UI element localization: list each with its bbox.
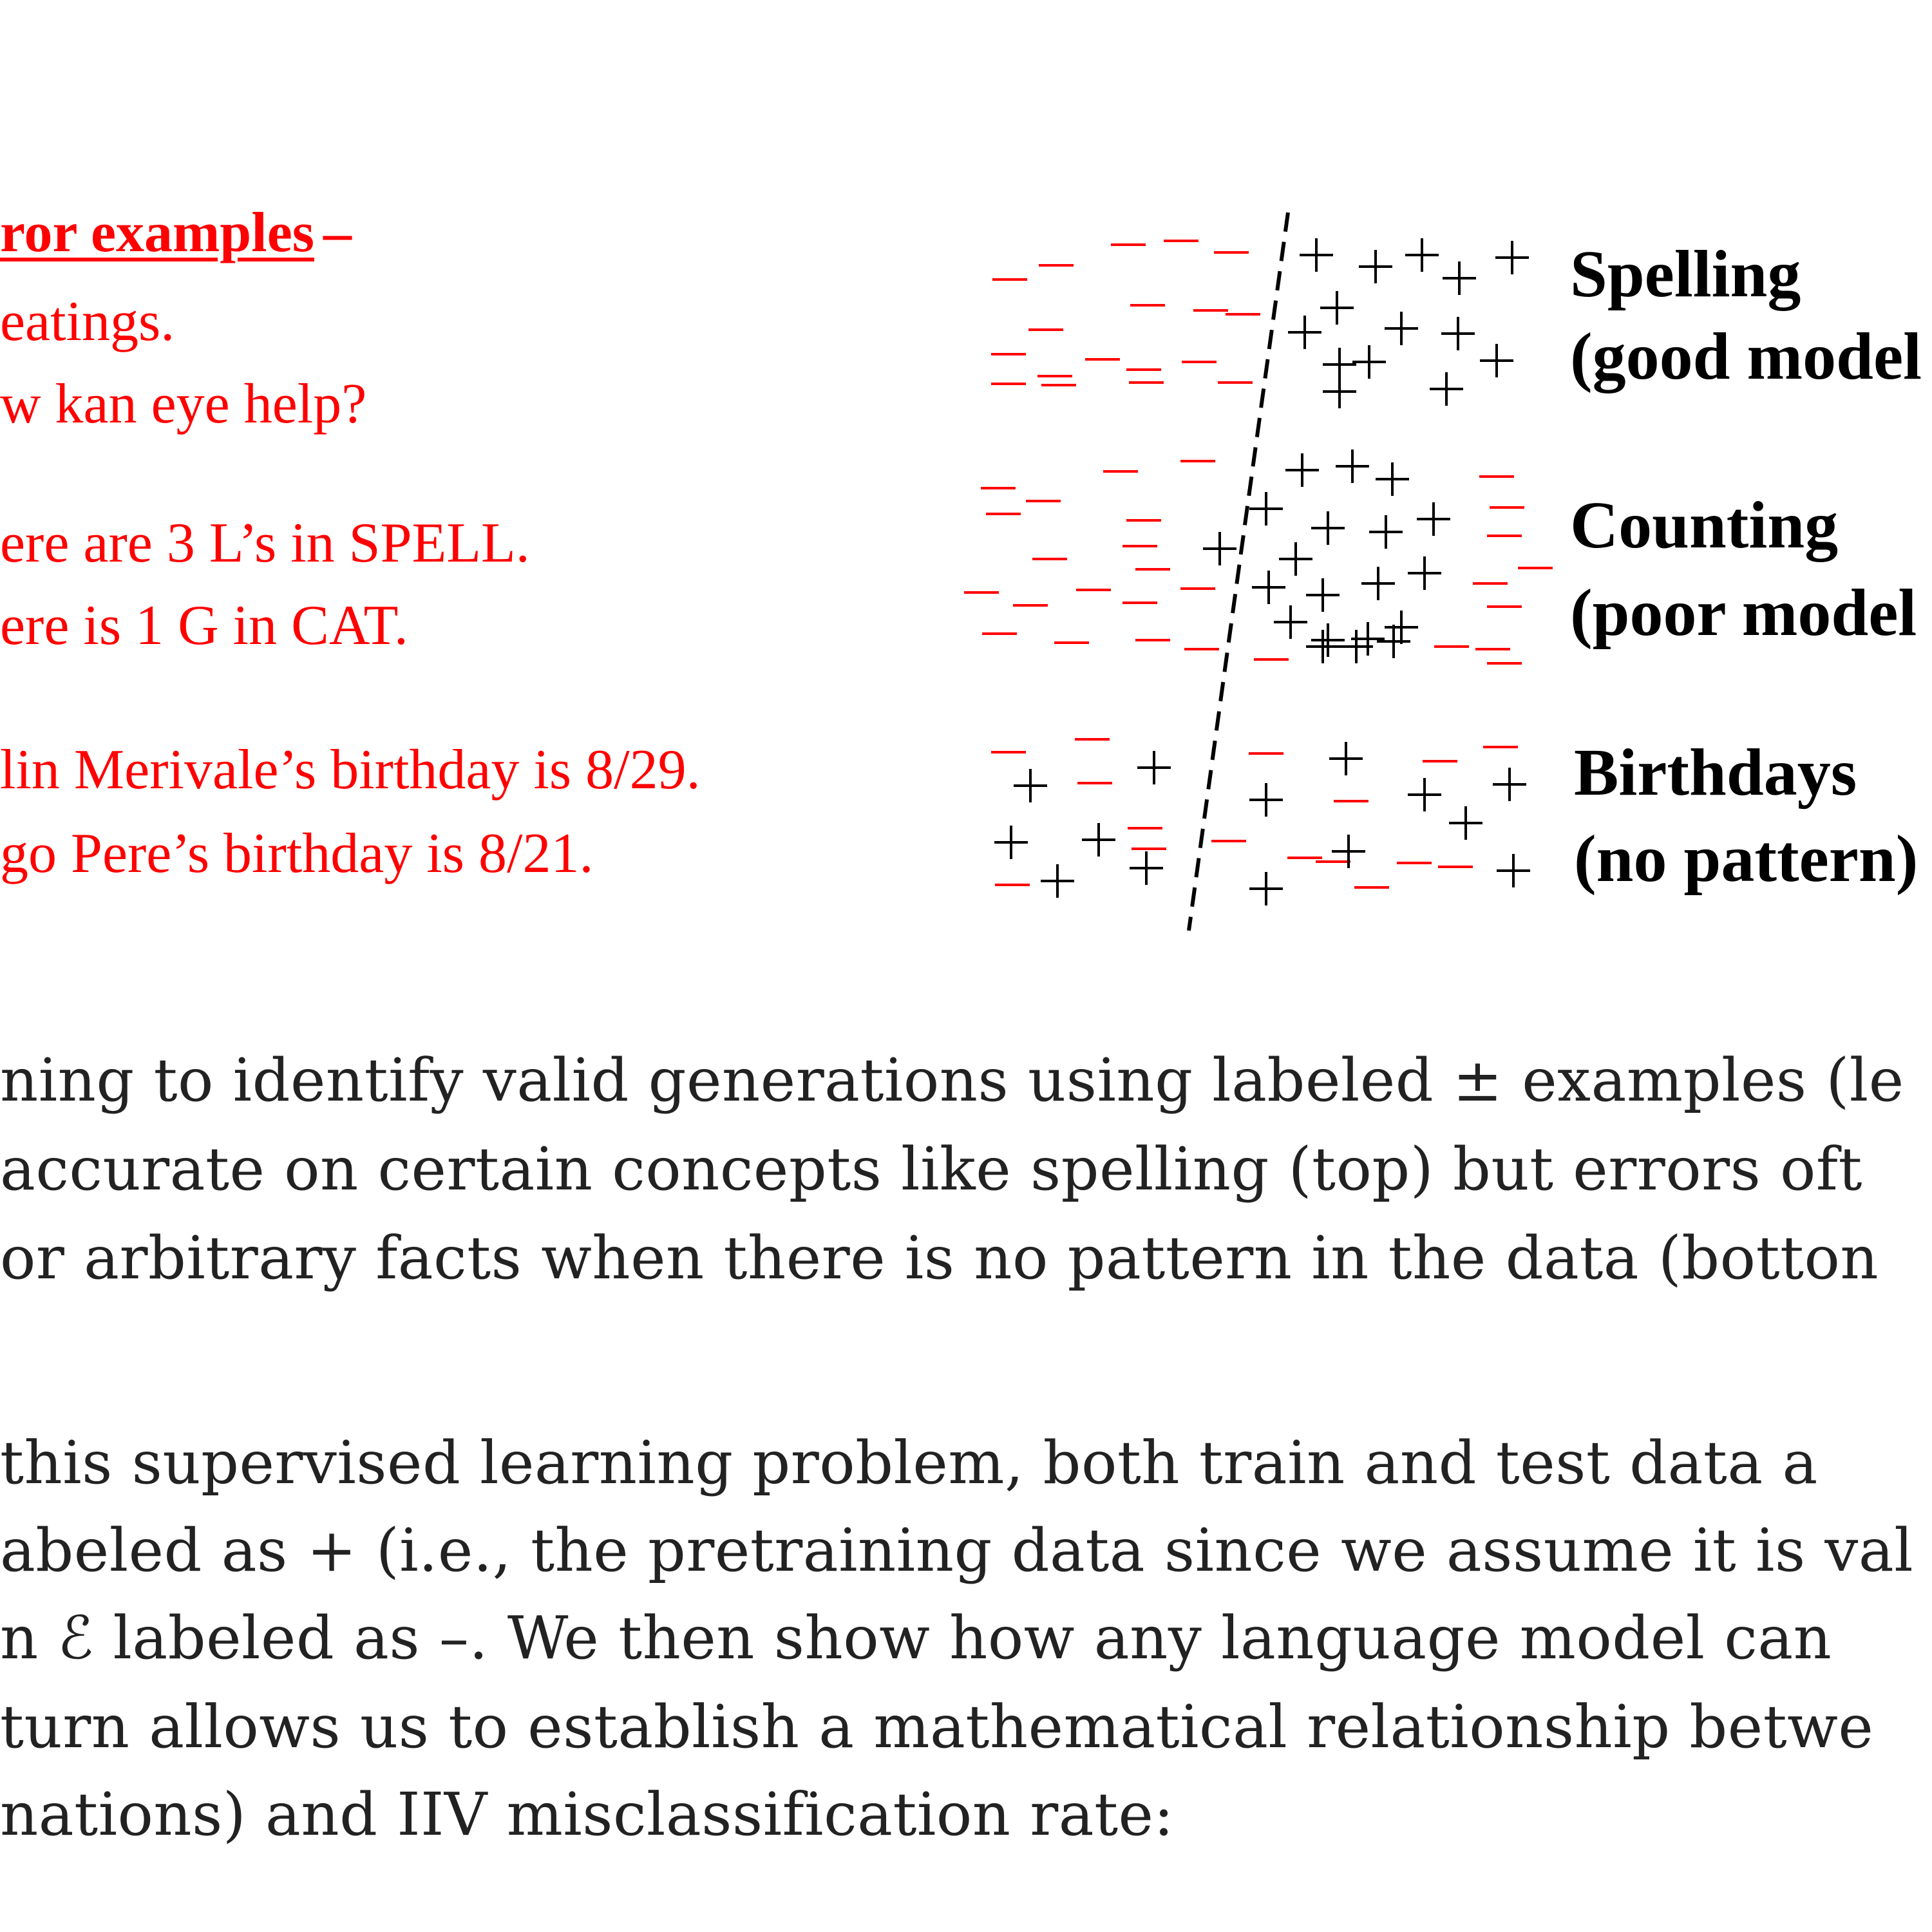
paragraph-line: nations) and IIV misclassification rate: xyxy=(0,1780,1174,1849)
plus-mark xyxy=(1385,312,1418,345)
plus-mark xyxy=(1480,344,1513,377)
plus-mark xyxy=(1385,611,1418,644)
spelling-label: Spelling xyxy=(1570,237,1801,311)
plus-mark xyxy=(1441,317,1475,350)
plus-mark xyxy=(1320,291,1354,325)
paragraph-line: n ℰ labeled as –. We then show how any language model can xyxy=(0,1604,1832,1672)
plus-mark xyxy=(1300,238,1333,272)
heading-dash: – xyxy=(323,202,352,264)
example-line: lin Merivale’s birthday is 8/29. xyxy=(0,739,701,801)
spelling-sublabel: (good model xyxy=(1570,319,1922,393)
plus-mark xyxy=(1288,316,1321,349)
example-line: go Pere’s birthday is 8/21. xyxy=(0,822,594,885)
plus-mark xyxy=(1361,567,1395,600)
plus-mark xyxy=(1311,623,1345,657)
plus-mark xyxy=(1359,250,1392,283)
plus-mark xyxy=(1369,515,1403,549)
plus-mark xyxy=(1249,872,1283,905)
plus-mark xyxy=(1274,605,1307,639)
plus-mark xyxy=(1252,571,1285,604)
plus-mark xyxy=(1130,851,1163,885)
plus-mark xyxy=(1408,556,1441,590)
birthdays-label: Birthdays xyxy=(1574,735,1857,810)
example-line: eatings. xyxy=(0,290,175,353)
counting-label: Counting xyxy=(1570,488,1839,562)
caption-line: ning to identify valid generations using labeled ± examples (le xyxy=(0,1046,1904,1115)
plus-mark xyxy=(1497,854,1530,887)
plus-mark xyxy=(1408,778,1441,811)
error-examples-title: ror examples xyxy=(0,202,314,264)
plus-mark xyxy=(1137,751,1171,784)
plus-mark xyxy=(1495,241,1529,274)
plus-mark xyxy=(1306,630,1340,663)
plus-mark xyxy=(1417,502,1450,536)
plus-mark xyxy=(1430,372,1463,406)
plus-mark xyxy=(1249,783,1283,817)
example-line: ere is 1 G in CAT. xyxy=(0,594,408,657)
plus-mark xyxy=(1014,769,1047,802)
plus-mark xyxy=(1405,238,1439,272)
plus-mark xyxy=(1449,806,1482,840)
plus-mark xyxy=(1377,625,1410,658)
plus-mark xyxy=(1443,261,1476,295)
example-line: w kan eye help? xyxy=(0,373,367,435)
paragraph-line: turn allows us to establish a mathematical relationship betwe xyxy=(0,1692,1874,1761)
plus-mark xyxy=(1376,462,1409,496)
decision-boundary xyxy=(1189,213,1288,931)
plus-mark xyxy=(994,826,1028,859)
plus-mark xyxy=(1249,492,1283,526)
counting-sublabel: (poor model xyxy=(1570,576,1917,650)
plus-mark xyxy=(1336,450,1369,483)
plus-mark xyxy=(1279,542,1312,576)
paragraph-line: this supervised learning problem, both train and test data a xyxy=(0,1428,1818,1497)
caption-line: accurate on certain concepts like spelling (top) but errors oft xyxy=(0,1135,1862,1204)
plus-mark xyxy=(1329,742,1363,775)
plus-mark xyxy=(1493,768,1526,801)
plus-mark xyxy=(1203,532,1236,565)
plus-mark xyxy=(1041,864,1074,898)
plus-mark xyxy=(1306,578,1340,612)
example-line: ere are 3 L’s in SPELL. xyxy=(0,512,530,574)
plus-mark xyxy=(1352,345,1386,379)
plus-mark xyxy=(1311,511,1345,545)
birthdays-sublabel: (no pattern) xyxy=(1574,822,1918,896)
plus-mark xyxy=(1285,453,1319,487)
plus-mark xyxy=(1082,823,1115,857)
plus-mark xyxy=(1332,835,1365,868)
paragraph-line: abeled as + (i.e., the pretraining data since we assume it is val xyxy=(0,1516,1914,1585)
plus-mark xyxy=(1323,375,1356,408)
caption-line: or arbitrary facts when there is no pattern in the data (botton xyxy=(0,1224,1879,1293)
